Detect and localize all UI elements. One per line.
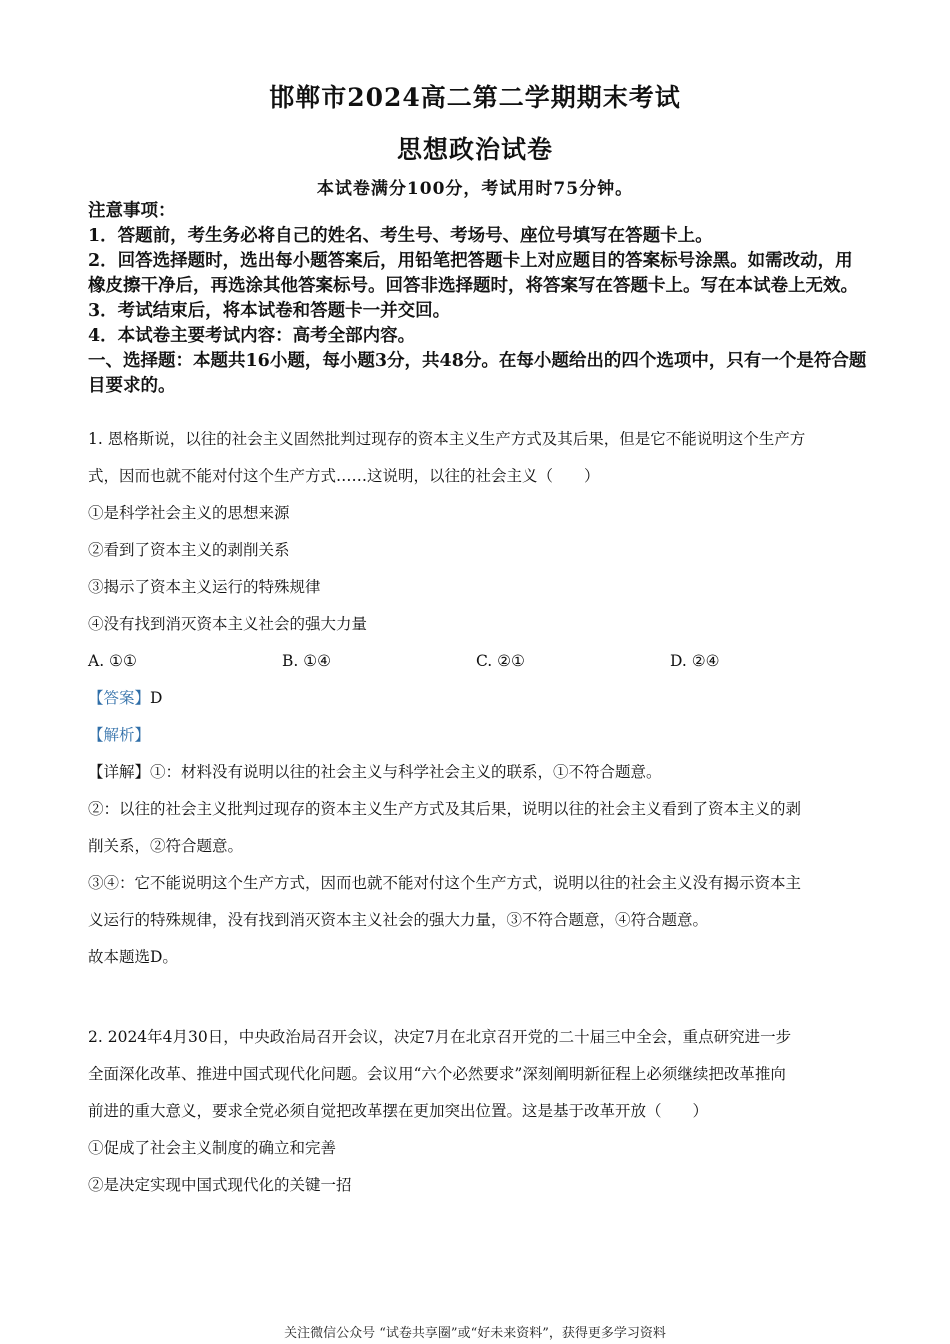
answer-tag: 【答案】 [88, 689, 151, 707]
note-item: 1．答题前，考生务必将自己的姓名、考生号、考场号、座位号填写在答题卡上。 [88, 226, 713, 246]
exam-subtitle: 思想政治试卷 [396, 135, 553, 164]
option-c[interactable]: C. ②① [476, 652, 525, 670]
question-stem: 2. 2024年4月30日，中央政治局召开会议，决定7月在北京召开党的二十届三中全会，重点研究进一步 [88, 1028, 792, 1046]
statement-item: ②是决定实现中国式现代化的关键一招 [88, 1176, 352, 1194]
statement-item: ①是科学社会主义的思想来源 [88, 504, 290, 522]
question-stem: 1. 恩格斯说，以往的社会主义固然批判过现存的资本主义生产方式及其后果，但是它不能说明这个生产方 [88, 430, 806, 448]
notes-heading: 注意事项： [88, 201, 176, 221]
note-item: 4．本试卷主要考试内容：高考全部内容。 [88, 326, 416, 346]
analysis-line: 义运行的特殊规律，没有找到消灭资本主义社会的强大力量，③不符合题意，④符合题意。 [88, 911, 709, 929]
option-d[interactable]: D. ②④ [670, 652, 720, 670]
option-a[interactable]: A. ①① [88, 652, 137, 670]
note-item: 2．回答选择题时，选出每小题答案后，用铅笔把答题卡上对应题目的答案标号涂黑。如需改动，用橡皮擦干净后，再选涂其他答案标号。回答非选择题时，将答案写在答题卡上。写在本试卷上无效。 [88, 251, 858, 296]
option-b[interactable]: B. ①④ [282, 652, 332, 670]
answer-options [88, 643, 873, 680]
analysis-line: 削关系，②符合题意。 [88, 837, 244, 855]
notes-section [88, 199, 868, 399]
statement-item: ①促成了社会主义制度的确立和完善 [88, 1139, 337, 1157]
statement-item: ③揭示了资本主义运行的特殊规律 [88, 578, 321, 596]
section-heading: 一、选择题：本题共16小题，每小题3分，共48分。在每小题给出的四个选项中，只有一个是符合题目要求的。 [88, 351, 867, 396]
question-stem: 前进的重大意义，要求全党必须自觉把改革摆在更加突出位置。这是基于改革开放（ ） [88, 1102, 709, 1120]
exam-info: 本试卷满分100分，考试用时75分钟。 [316, 179, 634, 199]
answer-line [88, 680, 873, 717]
statement-item: ②看到了资本主义的剥削关系 [88, 541, 290, 559]
analysis-line: 【详解】①：材料没有说明以往的社会主义与科学社会主义的联系，①不符合题意。 [88, 763, 662, 781]
analysis-line: ②：以往的社会主义批判过现存的资本主义生产方式及其后果，说明以往的社会主义看到了资本主义的剥 [88, 800, 802, 818]
question-stem: 式，因而也就不能对付这个生产方式……这说明，以往的社会主义（ ） [88, 467, 600, 485]
question-2 [88, 1019, 873, 1204]
note-item: 3．考试结束后，将本试卷和答题卡一并交回。 [88, 301, 451, 321]
question-stem: 全面深化改革、推进中国式现代化问题。会议用“六个必然要求”深刻阐明新征程上必须继续把改革推向 [88, 1065, 786, 1083]
analysis-line: ③④：它不能说明这个生产方式，因而也就不能对付这个生产方式，说明以往的社会主义没有揭示资本主 [88, 874, 802, 892]
answer-value: D [150, 689, 163, 707]
analysis-tag: 【解析】 [88, 726, 151, 744]
analysis-line: 故本题选D。 [88, 948, 178, 966]
exam-title: 邯郸市2024高二第二学期期末考试 [269, 83, 681, 112]
footer-promo: 关注微信公众号 “试卷共享圈”或“好未来资料”，获得更多学习资料 [284, 1326, 666, 1341]
question-1 [88, 421, 873, 976]
statement-item: ④没有找到消灭资本主义社会的强大力量 [88, 615, 368, 633]
